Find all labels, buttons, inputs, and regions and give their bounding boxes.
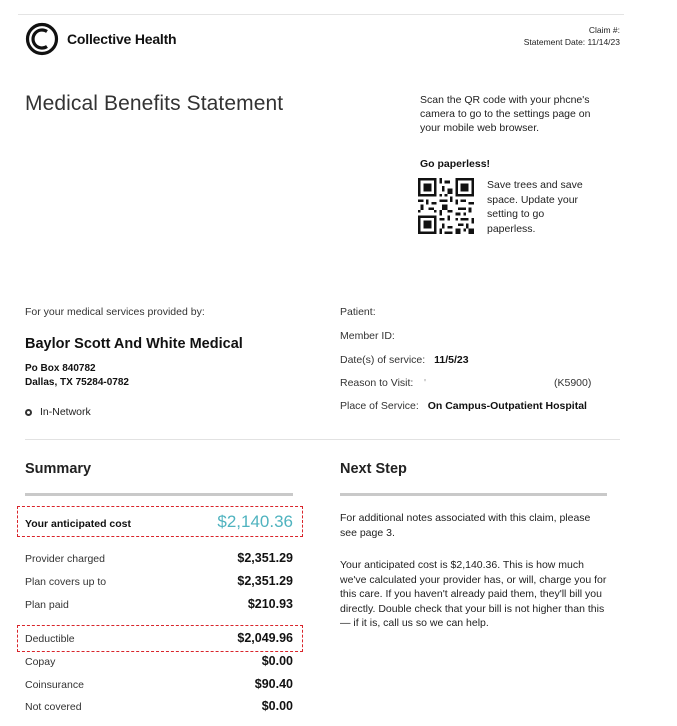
provider-address-line2: Dallas, TX 75284-0782: [25, 377, 129, 388]
summary-row-label: Provider charged: [25, 553, 105, 565]
summary-row-label: Not covered: [25, 701, 82, 713]
claim-info: [524, 24, 620, 48]
paperless-description: Save trees and save space. Update your setting to go paperless.: [487, 179, 583, 235]
anticipated-cost-label: Your anticipated cost: [25, 518, 131, 530]
dates-of-service-value: 11/5/23: [434, 354, 469, 366]
summary-row-value: $90.40: [254, 677, 293, 691]
claim-number-label: Claim #:: [588, 25, 620, 35]
patient-label: Patient:: [340, 306, 376, 318]
place-of-service: [340, 400, 587, 412]
summary-row-deductible: [25, 631, 293, 645]
qr-instructions: Scan the QR code with your phcne's camera to go to the settings page on your mobile web browser.: [420, 94, 591, 134]
provider-name: Baylor Scott And White Medical: [25, 336, 243, 352]
next-step-title: Next Step: [340, 461, 407, 477]
statement-date: Statement Date: 11/14/23: [523, 37, 620, 47]
reason-to-visit-mark: ': [424, 377, 427, 389]
next-step-body: Your anticipated cost is $2,140.36. This is how much we've calculated your provider has, or will, charge you for this care. If you haven't already paid them, they'll bill you directly. Double check that your bill is not higher than this — if it is, call us so we can help.: [340, 559, 607, 629]
summary-row-label: Coinsurance: [25, 679, 84, 691]
summary-row-not-covered: [25, 699, 293, 713]
summary-row-value: $0.00: [261, 699, 293, 713]
place-of-service-label: Place of Service:: [340, 400, 419, 412]
next-step-rule: [340, 493, 607, 496]
brand-logo: [25, 22, 176, 56]
summary-row-label: Copay: [25, 656, 56, 668]
provider-address-line1: Po Box 840782: [25, 363, 96, 374]
summary-title: Summary: [25, 461, 92, 477]
summary-row-label: Deductible: [25, 633, 75, 645]
anticipated-cost-value: $2,140.36: [217, 512, 293, 531]
member-id-label: Member ID:: [340, 330, 395, 342]
network-dot-icon: [25, 409, 32, 416]
paperless-title: Go paperless!: [420, 158, 491, 170]
provider-address: [25, 362, 129, 390]
anticipated-cost-row: [25, 512, 293, 532]
summary-row-value: $2,049.96: [237, 631, 293, 645]
collective-health-logo-icon: [25, 22, 59, 56]
dates-of-service-label: Date(s) of service:: [340, 354, 426, 366]
place-of-service-value: On Campus-Outpatient Hospital: [427, 400, 587, 412]
summary-row-value: $2,351.29: [237, 551, 293, 565]
provider-label: For your medical services provided by:: [25, 306, 205, 318]
reason-code: (K5900): [554, 377, 592, 389]
network-label: In-Network: [40, 406, 91, 418]
network-status: [25, 406, 91, 418]
summary-row-label: Plan paid: [25, 599, 69, 611]
summary-row-plan-covers: [25, 574, 293, 588]
summary-row-plan-paid: [25, 597, 293, 611]
top-divider: [18, 14, 624, 15]
brand-name: Collective Health: [67, 31, 177, 47]
page-title: Medical Benefits Statement: [25, 92, 284, 115]
summary-row-provider-charged: [25, 551, 293, 565]
next-step-note: For additional notes associated with this claim, please see page 3.: [340, 512, 591, 539]
summary-row-coinsurance: [25, 677, 293, 691]
summary-row-copay: [25, 654, 293, 668]
dates-of-service: [340, 354, 469, 366]
summary-row-value: $2,351.29: [237, 574, 293, 588]
qr-code-icon[interactable]: [418, 178, 474, 234]
section-divider: [25, 439, 620, 440]
summary-row-label: Plan covers up to: [25, 576, 107, 588]
summary-row-value: $0.00: [261, 654, 293, 668]
summary-row-value: $210.93: [247, 597, 293, 611]
summary-rule: [25, 493, 293, 496]
reason-to-visit-label: Reason to Visit:: [340, 377, 414, 389]
